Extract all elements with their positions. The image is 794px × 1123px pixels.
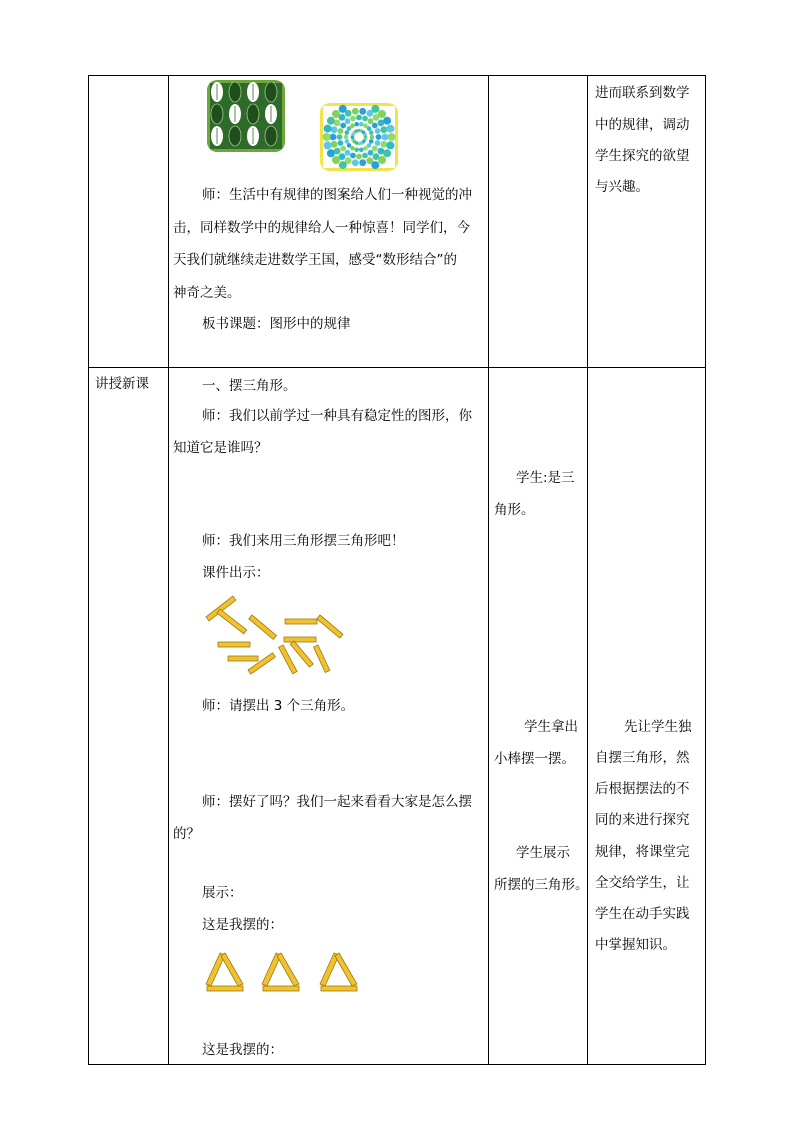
pattern-dot [339, 161, 347, 169]
pattern-dot [382, 134, 389, 141]
pattern-dot [368, 150, 374, 156]
pattern-dot [331, 141, 338, 148]
col-border-2 [488, 75, 489, 1065]
col-border-3 [587, 75, 588, 1065]
intent2-line-1: 先让学生独 [624, 719, 692, 735]
pattern-dot [375, 128, 381, 134]
pattern-dot [354, 148, 359, 153]
pattern-dot [344, 135, 349, 140]
question2-line-2: 的？ [173, 826, 200, 842]
table-bottom-border [88, 1064, 706, 1065]
section-heading: 一、摆三角形。 [202, 378, 297, 394]
pattern-dot [378, 110, 386, 118]
instruction-text: 师：我们来用三角形摆三角形吧！ [202, 533, 405, 549]
pattern-dot [363, 133, 367, 137]
intent2-line-5: 规律，将课堂完 [595, 844, 690, 860]
show-label: 展示： [202, 885, 243, 901]
pattern-dot [323, 133, 331, 141]
triangle-2 [262, 953, 299, 991]
pattern-dot [369, 139, 374, 144]
pattern-dot [359, 122, 364, 127]
pattern-dot [345, 118, 351, 124]
teacher-line-1: 师：生活中有规律的图案给人们一种视觉的冲 [202, 187, 472, 203]
pattern-dot [354, 122, 359, 127]
pattern-dot [352, 159, 359, 166]
student-action-line-2: 小棒摆一摆。 [494, 751, 575, 767]
pattern-dot [345, 139, 350, 144]
pattern-dot [383, 149, 391, 157]
student-answer-line-2: 角形。 [494, 502, 535, 518]
pattern-dot [372, 146, 378, 152]
pattern-dot [381, 141, 388, 148]
intent-line-4: 与兴趣。 [595, 179, 649, 195]
col-border-1 [168, 75, 169, 1065]
mine-label-1: 这是我摆的： [202, 917, 283, 933]
intent2-line-6: 全交给学生，让 [595, 875, 690, 891]
pattern-dot [359, 159, 366, 166]
intent2-line-4: 同的来进行探究 [595, 812, 690, 828]
pattern-dot [327, 117, 335, 125]
intent2-line-7: 学生在动手实践 [595, 906, 690, 922]
row-divider [88, 367, 706, 368]
pattern-dot [347, 143, 352, 148]
pattern-dot [352, 108, 359, 115]
pattern-dot [362, 153, 368, 159]
intent2-line-8: 中掌握知识。 [595, 937, 676, 953]
pattern-dot [386, 141, 394, 149]
pattern-dot [337, 134, 343, 140]
intent2-line-3: 后根据摆法的不 [595, 781, 690, 797]
pattern-dot [350, 153, 356, 159]
section-label: 讲授新课 [95, 376, 149, 392]
table-top-border [88, 75, 706, 76]
intent-line-3: 学生探究的欲望 [595, 148, 690, 164]
pattern-dot [386, 125, 394, 133]
teacher-line-3: 天我们就继续走进数学王国，感受“数形结合”的 [173, 252, 457, 268]
pattern-dot [356, 115, 362, 121]
intent-line-2: 中的规律，调动 [595, 117, 690, 133]
scattered-sticks-image [200, 595, 360, 680]
pattern-dot [339, 105, 347, 113]
pattern-dot [359, 148, 364, 153]
leaf-pattern-image [207, 80, 285, 152]
pattern-dot [330, 134, 337, 141]
question-line-1: 师：我们以前学过一种具有稳定性的图形，你 [202, 408, 472, 424]
board-title: 板书课题：图形中的规律 [202, 316, 351, 332]
pattern-dot [327, 149, 335, 157]
pattern-dot [338, 128, 344, 134]
triangle-3 [320, 953, 357, 991]
pattern-dot [388, 133, 396, 141]
pattern-dot [371, 161, 379, 169]
pattern-dot [345, 150, 351, 156]
student-action-line-1: 学生拿出 [524, 719, 578, 735]
courseware-label: 课件出示： [202, 565, 270, 581]
pattern-dot [332, 110, 340, 118]
teacher-line-2: 击，同样数学中的规律给人一种惊喜！同学们，今 [173, 220, 470, 236]
student-show-line-1: 学生展示 [516, 845, 570, 861]
question2-line-1: 师：摆好了吗？我们一起来看看大家是怎么摆 [202, 794, 472, 810]
pattern-dot [363, 146, 368, 151]
pattern-dot [370, 135, 375, 140]
pattern-dot [324, 141, 332, 149]
pattern-dot [376, 134, 382, 140]
pattern-dot [331, 126, 338, 133]
pattern-dot [332, 156, 340, 164]
student-show-line-2: 所摆的三角形。 [494, 877, 589, 893]
col-border-left [88, 75, 89, 1065]
pattern-dot [383, 117, 391, 125]
pattern-dot [350, 116, 356, 122]
pattern-dot [381, 126, 388, 133]
col-border-right [705, 75, 706, 1065]
pattern-dot [340, 146, 346, 152]
pattern-dot [359, 108, 366, 115]
pattern-dot [375, 140, 381, 146]
pattern-dot [369, 130, 374, 135]
pattern-dot [371, 105, 379, 113]
pattern-dot [356, 154, 362, 160]
radial-dots-pattern-image [320, 103, 398, 171]
pattern-dot [378, 156, 386, 164]
pattern-dot [368, 118, 374, 124]
teacher-line-4: 神奇之美。 [173, 285, 241, 301]
intent-line-1: 进而联系到数学 [595, 85, 690, 101]
pattern-dot [362, 116, 368, 122]
pattern-dot [367, 126, 372, 131]
pattern-dot [338, 140, 344, 146]
mine-label-2: 这是我摆的： [202, 1042, 283, 1058]
pattern-dot [350, 123, 355, 128]
pattern-dot [372, 123, 378, 129]
task-text: 师：请摆出 3 个三角形。 [202, 698, 355, 714]
pattern-dot [345, 130, 350, 135]
pattern-dot [340, 123, 346, 129]
question-line-2: 知道它是谁吗？ [173, 440, 268, 456]
triangle-1 [206, 953, 243, 991]
three-triangles-image [203, 950, 363, 995]
intent2-line-2: 自摆三角形，然 [595, 750, 690, 766]
pattern-dot [324, 125, 332, 133]
student-answer-line-1: 学生:是三 [516, 470, 575, 486]
